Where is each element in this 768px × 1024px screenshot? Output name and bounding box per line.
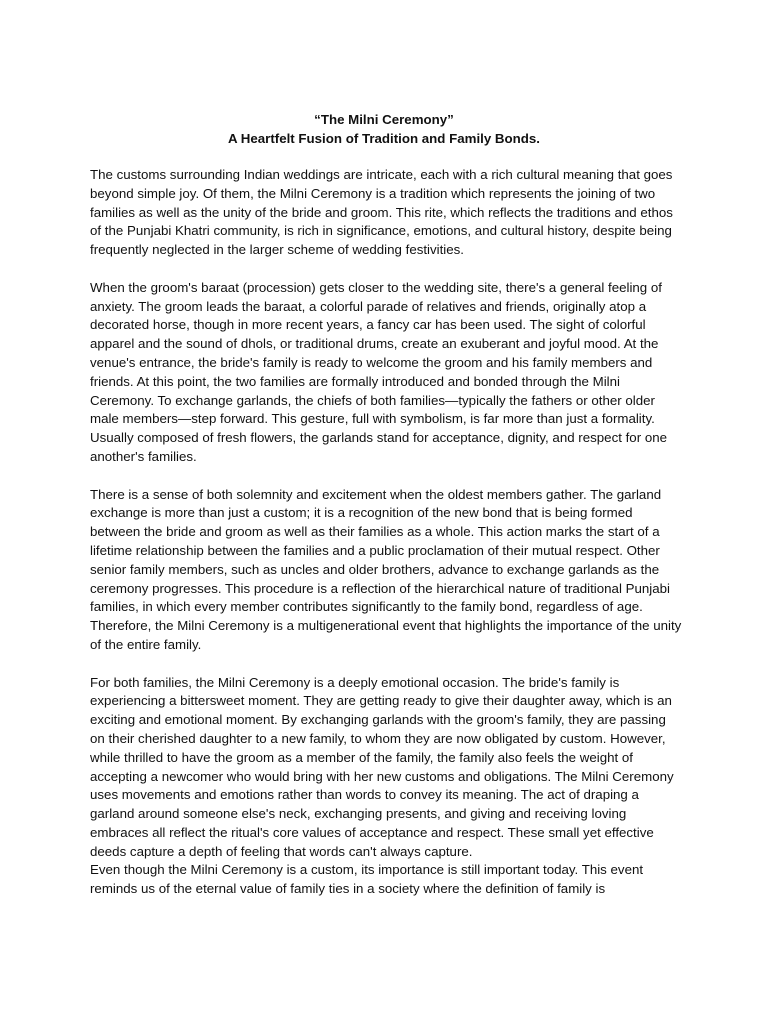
document-body xyxy=(90,166,682,918)
paragraph: Even though the Milni Ceremony is a custom, its importance is still important today. This event reminds us of the eternal value of family ties in a society where the definition of family is xyxy=(90,862,644,897)
document-header xyxy=(0,110,768,148)
paragraph: There is a sense of both solemnity and excitement when the oldest members gather. The garland exchange is more than just a custom; it is a recognition of the new bond that is being formed between the bride and groom as well as their families as a whole. This action marks the start of a lifetime relationship between the families and a public proclamation of their mutual respect. Other senior family members, such as uncles and older brothers, advance to exchange garlands as the ceremony progresses. This procedure is a reflection of the hierarchical nature of traditional Punjabi families, in which every member contributes significantly to the family bond, regardless of age. Therefore, the Milni Ceremony is a multigenerational event that highlights the importance of the unity of the entire family. xyxy=(90,486,682,652)
paragraph: When the groom's baraat (procession) gets closer to the wedding site, there's a general feeling of anxiety. The groom leads the baraat, a colorful parade of relatives and friends, originally atop a decorated horse, though in more recent years, a fancy car has been used. The sight of colorful apparel and the sound of dhols, or traditional drums, create an exuberant and joyful mood. At the venue's entrance, the bride's family is ready to welcome the groom and his family members and friends. At this point, the two families are formally introduced and bonded through the Milni Ceremony. To exchange garlands, the chiefs of both families—typically the fathers or other older male members—step forward. This gesture, full with symbolism, is far more than just a formality. Usually composed of fresh flowers, the garlands stand for acceptance, dignity, and respect for one another's families. xyxy=(90,279,668,464)
paragraph: The customs surrounding Indian weddings are intricate, each with a rich cultural meaning that goes beyond simple joy. Of them, the Milni Ceremony is a tradition which represents the joining of two families as well as the unity of the bride and groom. This rite, which reflects the traditions and ethos of the Punjabi Khatri community, is rich in significance, emotions, and cultural history, despite being frequently neglected in the larger scheme of wedding festivities. xyxy=(90,167,673,258)
document-subtitle: A Heartfelt Fusion of Tradition and Family Bonds. xyxy=(227,131,540,146)
paragraph: For both families, the Milni Ceremony is a deeply emotional occasion. The bride's family is experiencing a bittersweet moment. They are getting ready to give their daughter away, which is an exciting and emotional moment. By exchanging garlands with the groom's family, they are passing on their cherished daughter to a new family, to whom they are now obligated by custom. However, while thrilled to have the groom as a member of the family, the family also feels the weight of accepting a newcomer who would bring with her new customs and obligations. The Milni Ceremony uses movements and emotions rather than words to convey its meaning. The act of draping a garland around someone else's neck, exchanging presents, and giving and receiving loving embraces all reflect the ritual's core values of acceptance and respect. These small yet effective deeds capture a depth of feeling that words can't always capture. xyxy=(90,674,674,859)
document-title: “The Milni Ceremony” xyxy=(314,112,454,127)
